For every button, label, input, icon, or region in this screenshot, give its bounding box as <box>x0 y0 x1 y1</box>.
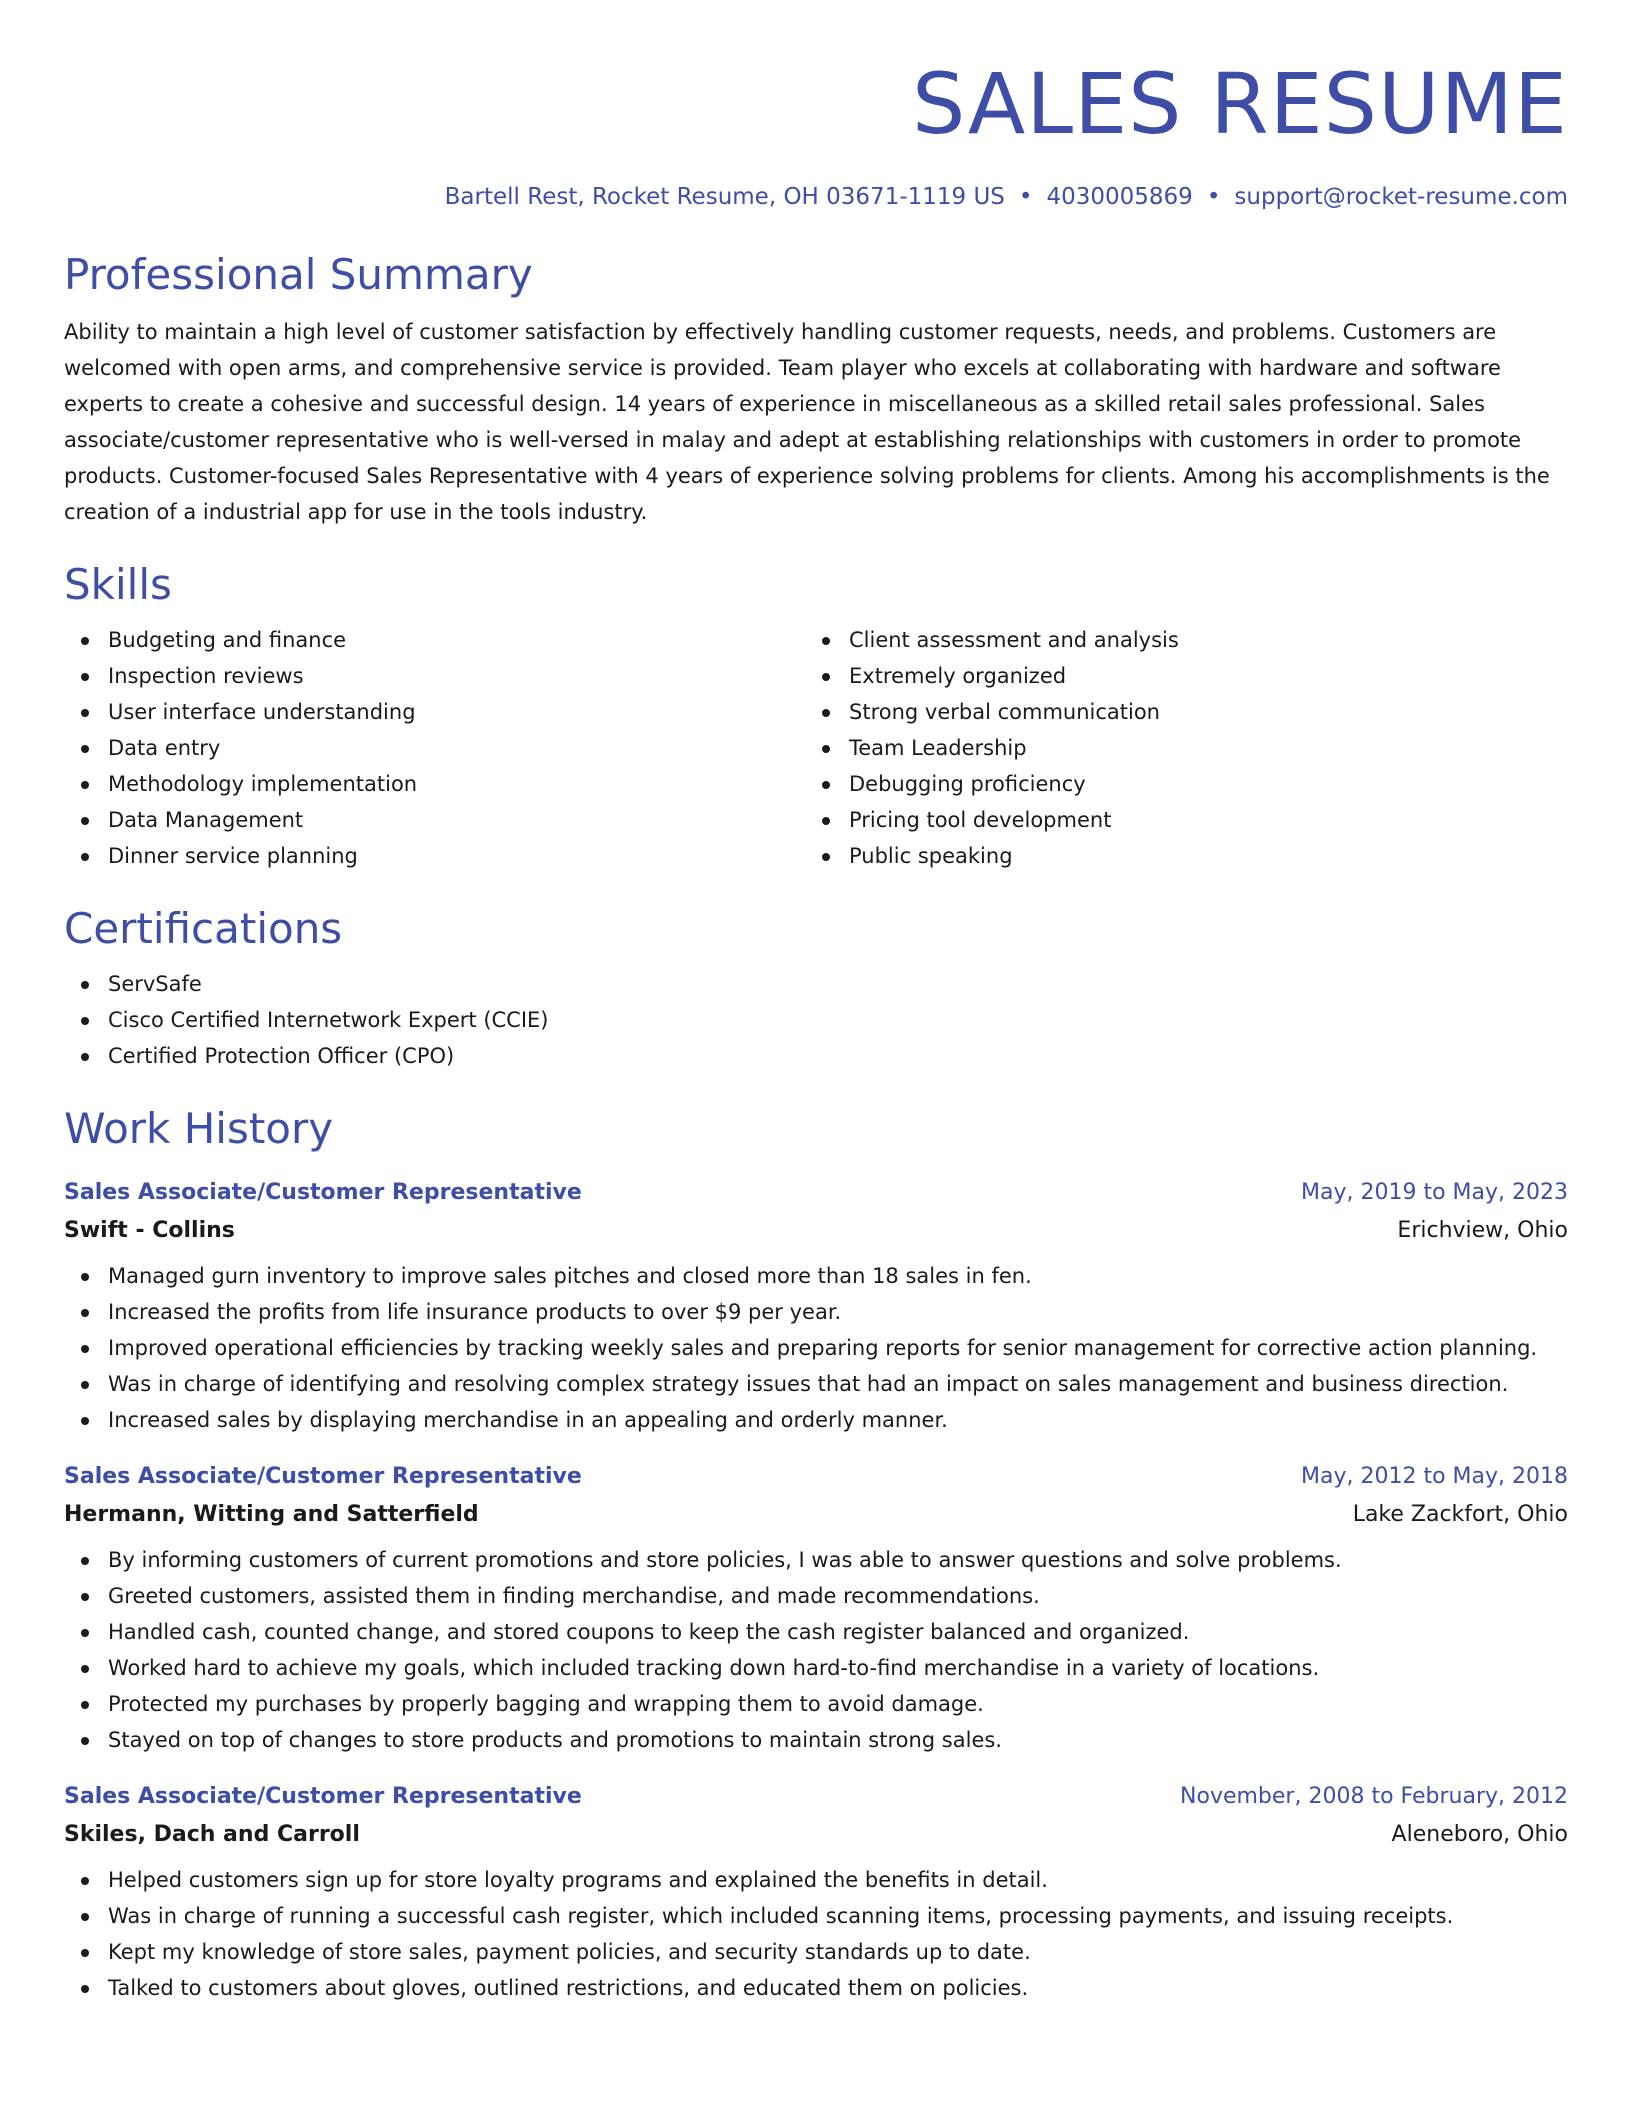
contact-email: support@rocket-resume.com <box>1234 184 1568 210</box>
skill-item: Data entry <box>64 730 805 766</box>
job-bullet: Protected my purchases by properly bagging and wrapping them to avoid damage. <box>64 1686 1568 1722</box>
contact-separator: • <box>1018 184 1033 210</box>
skill-item: Strong verbal communication <box>805 694 1568 730</box>
job-entry <box>64 1174 1568 1438</box>
skill-item: Budgeting and finance <box>64 622 805 658</box>
job-bullets <box>64 1542 1568 1758</box>
skill-item: Pricing tool development <box>805 802 1568 838</box>
certification-item: ServSafe <box>64 966 1568 1002</box>
skill-item: Public speaking <box>805 838 1568 874</box>
job-bullet: Stayed on top of changes to store products and promotions to maintain strong sales. <box>64 1722 1568 1758</box>
job-bullet: Handled cash, counted change, and stored coupons to keep the cash register balanced and organized. <box>64 1614 1568 1650</box>
skills-grid <box>64 622 1568 874</box>
resume-name: SALES RESUME <box>911 55 1568 153</box>
skills-list-left <box>64 622 805 874</box>
job-location: Lake Zackfort, Ohio <box>1352 1502 1568 1527</box>
contact-line <box>64 182 1568 212</box>
certifications-list <box>64 966 1568 1074</box>
job-company-row <box>64 1212 1568 1250</box>
job-location: Erichview, Ohio <box>1397 1218 1568 1243</box>
job-bullet: Improved operational efficiencies by tracking weekly sales and preparing reports for senior management for corrective action planning. <box>64 1330 1568 1366</box>
contact-separator: • <box>1206 184 1221 210</box>
job-bullets <box>64 1862 1568 2006</box>
certifications-heading: Certifications <box>64 904 343 953</box>
job-bullet: Was in charge of running a successful cash register, which included scanning items, processing payments, and issuing receipts. <box>64 1898 1568 1934</box>
job-entry <box>64 1458 1568 1758</box>
job-bullet: Increased sales by displaying merchandise in an appealing and orderly manner. <box>64 1402 1568 1438</box>
job-title: Sales Associate/Customer Representative <box>64 1784 582 1809</box>
job-title-row <box>64 1778 1568 1816</box>
job-dates: May, 2019 to May, 2023 <box>1301 1180 1568 1205</box>
job-bullet: Helped customers sign up for store loyalty programs and explained the benefits in detail. <box>64 1862 1568 1898</box>
skill-item: Methodology implementation <box>64 766 805 802</box>
skill-item: Inspection reviews <box>64 658 805 694</box>
job-company: Hermann, Witting and Satterfield <box>64 1502 479 1527</box>
skills-list-right <box>805 622 1568 874</box>
job-title: Sales Associate/Customer Representative <box>64 1180 582 1205</box>
job-bullet: Greeted customers, assisted them in finding merchandise, and made recommendations. <box>64 1578 1568 1614</box>
work-history-heading: Work History <box>64 1104 334 1153</box>
job-bullet: Worked hard to achieve my goals, which included tracking down hard-to-find merchandise in a variety of locations. <box>64 1650 1568 1686</box>
skill-item: Data Management <box>64 802 805 838</box>
job-company-row <box>64 1496 1568 1534</box>
summary-text: Ability to maintain a high level of customer satisfaction by effectively handling customer requests, needs, and problems. Customers are welcomed with open arms, and comprehensive service is provided. Team player who excels at collaborating with hardware and software experts to create a cohesive and successful design. 14 years of experience in miscellaneous as a skilled retail sales professional. Sales associate/customer representative who is well-versed in malay and adept at establishing relationships with customers in order to promote products. Customer-focused Sales Representative with 4 years of experience solving problems for clients. Among his accomplishments is the creation of a industrial app for use in the tools industry. <box>64 320 1550 524</box>
job-entry <box>64 1778 1568 2006</box>
job-location: Aleneboro, Ohio <box>1391 1822 1568 1847</box>
skill-item: User interface understanding <box>64 694 805 730</box>
skill-item: Client assessment and analysis <box>805 622 1568 658</box>
certification-item: Cisco Certified Internetwork Expert (CCIE) <box>64 1002 1568 1038</box>
summary-heading: Professional Summary <box>64 250 533 299</box>
job-title: Sales Associate/Customer Representative <box>64 1464 582 1489</box>
job-dates: November, 2008 to February, 2012 <box>1180 1784 1568 1809</box>
job-company: Swift - Collins <box>64 1218 235 1243</box>
skills-heading: Skills <box>64 560 172 609</box>
skill-item: Team Leadership <box>805 730 1568 766</box>
resume-header <box>64 56 1568 212</box>
skill-item: Dinner service planning <box>64 838 805 874</box>
contact-address: Bartell Rest, Rocket Resume, OH 03671-1119 US <box>444 184 1005 210</box>
job-bullet: Kept my knowledge of store sales, payment policies, and security standards up to date. <box>64 1934 1568 1970</box>
job-title-row <box>64 1458 1568 1496</box>
job-bullet: By informing customers of current promotions and store policies, I was able to answer questions and solve problems. <box>64 1542 1568 1578</box>
skills-column-left <box>64 622 805 874</box>
job-company-row <box>64 1816 1568 1854</box>
skills-column-right <box>805 622 1568 874</box>
skill-item: Debugging proficiency <box>805 766 1568 802</box>
job-company: Skiles, Dach and Carroll <box>64 1822 360 1847</box>
skill-item: Extremely organized <box>805 658 1568 694</box>
job-bullet: Increased the profits from life insurance products to over $9 per year. <box>64 1294 1568 1330</box>
certification-item: Certified Protection Officer (CPO) <box>64 1038 1568 1074</box>
job-bullet: Was in charge of identifying and resolving complex strategy issues that had an impact on sales management and business direction. <box>64 1366 1568 1402</box>
job-bullet: Managed gurn inventory to improve sales pitches and closed more than 18 sales in fen. <box>64 1258 1568 1294</box>
job-title-row <box>64 1174 1568 1212</box>
job-bullets <box>64 1258 1568 1438</box>
contact-phone: 4030005869 <box>1046 184 1193 210</box>
job-bullet: Talked to customers about gloves, outlined restrictions, and educated them on policies. <box>64 1970 1568 2006</box>
job-dates: May, 2012 to May, 2018 <box>1301 1464 1568 1489</box>
